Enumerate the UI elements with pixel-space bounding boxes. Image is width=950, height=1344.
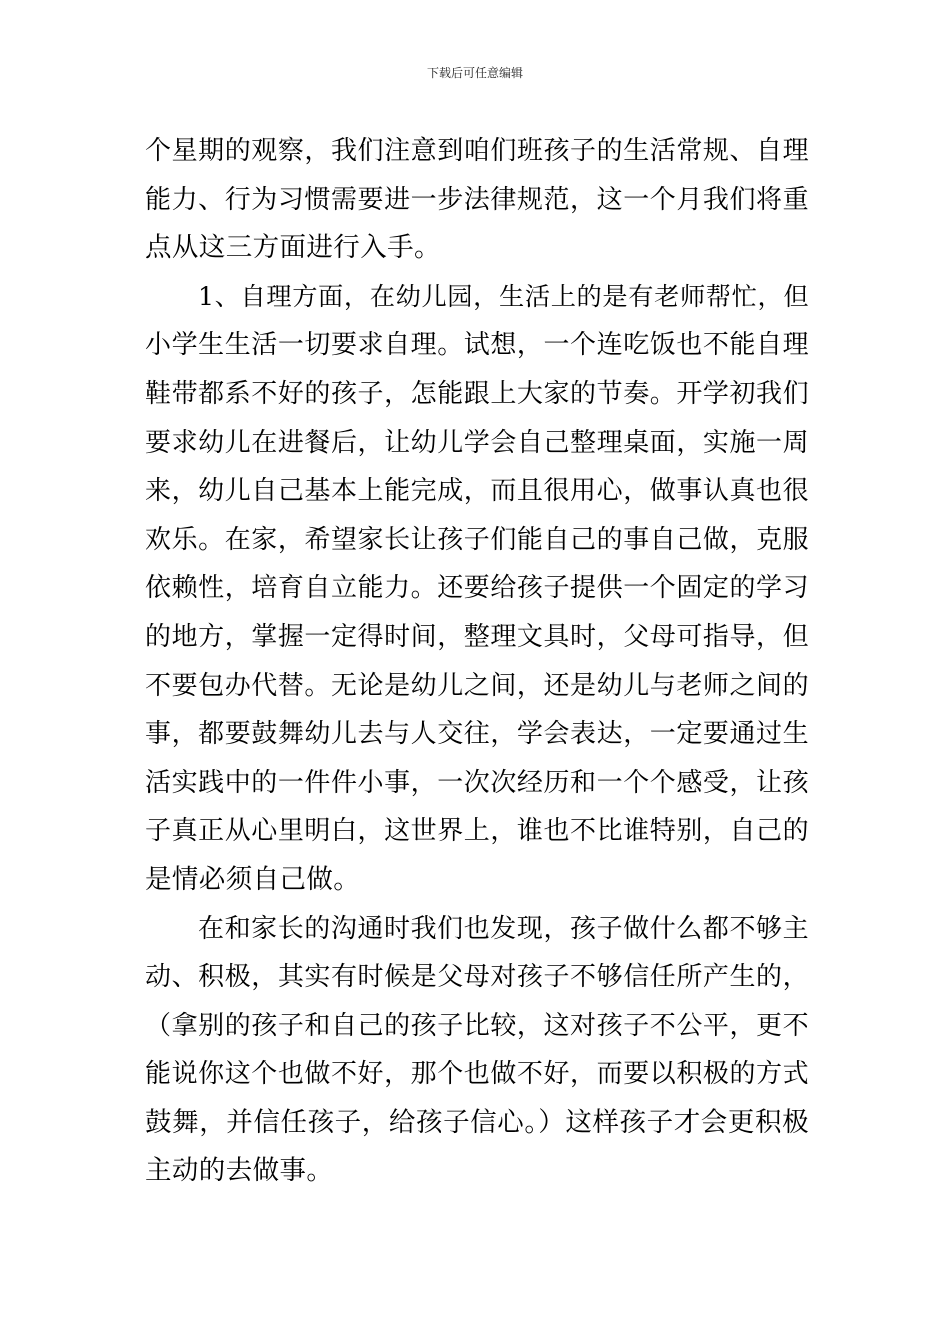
text-line: 鼓舞，并信任孩子，给孩子信心。）这样孩子才会更积极 — [145, 1106, 809, 1138]
text-line: 来，幼儿自己基本上能完成，而且很用心，做事认真也很 — [145, 476, 809, 507]
text-line: 的地方，掌握一定得时间，整理文具时，父母可指导，但 — [145, 621, 809, 652]
text-line: 动、积极，其实有时候是父母对孩子不够信任所产生的， — [145, 962, 809, 993]
text-line: 活实践中的一件件小事，一次次经历和一个个感受，让孩 — [145, 767, 809, 798]
text-line: 小学生生活一切要求自理。试想，一个连吃饭也不能自理 — [145, 330, 809, 361]
paragraph-1 — [145, 127, 809, 273]
paragraph-2 — [145, 273, 809, 905]
text-line: 要求幼儿在进餐后，让幼儿学会自己整理桌面，实施一周 — [145, 427, 809, 458]
text-line: 在和家长的沟通时我们也发现，孩子做什么都不够主 — [198, 913, 809, 944]
text-line: 个星期的观察，我们注意到咱们班孩子的生活常规、自理 — [145, 136, 809, 166]
document-body — [145, 127, 809, 1196]
text-line: 1、自理方面，在幼儿园，生活上的是有老师帮忙，但 — [198, 281, 809, 311]
text-line: 能力、行为习惯需要进一步法律规范，这一个月我们将重 — [145, 184, 809, 215]
text-line: 主动的去做事。 — [145, 1155, 334, 1187]
text-line: 不要包办代替。无论是幼儿之间，还是幼儿与老师之间的 — [145, 670, 809, 701]
text-line: 点从这三方面进行入手。 — [145, 232, 441, 264]
text-line: 子真正从心里明白，这世界上，谁也不比谁特别，自己的 — [145, 816, 809, 847]
page-header: 下载后可任意编辑 — [426, 66, 523, 80]
text-line: 依赖性，培育自立能力。还要给孩子提供一个固定的学习 — [145, 573, 809, 604]
text-line: 欢乐。在家，希望家长让孩子们能自己的事自己做，克服 — [145, 524, 809, 555]
text-line: （拿别的孩子和自己的孩子比较，这对孩子不公平，更不 — [145, 1010, 809, 1041]
text-line: 事，都要鼓舞幼儿去与人交往，学会表达，一定要通过生 — [145, 719, 809, 750]
text-line: 鞋带都系不好的孩子，怎能跟上大家的节奏。开学初我们 — [145, 378, 809, 409]
paragraph-3 — [145, 905, 809, 1197]
text-line: 是情必须自己做。 — [145, 863, 361, 895]
text-line: 能说你这个也做不好，那个也做不好，而要以积极的方式 — [145, 1059, 809, 1090]
